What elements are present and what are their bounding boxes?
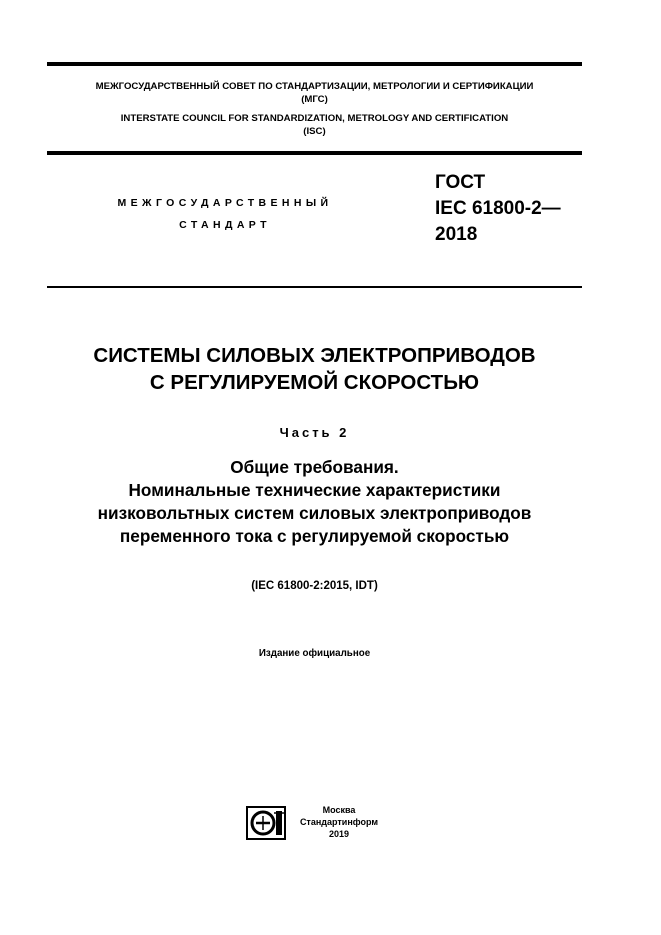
bottom-rule [47, 286, 582, 288]
edition-label: Издание официальное [258, 648, 371, 659]
title-line1: СИСТЕМЫ СИЛОВЫХ ЭЛЕКТРОПРИВОДОВ [93, 344, 536, 367]
subtitle-line3: низковольтных систем силовых электроприводов [97, 503, 532, 523]
council-en-name: INTERSTATE COUNCIL FOR STANDARDIZATION, METROLOGY AND CERTIFICATION [120, 113, 509, 124]
council-ru-name: МЕЖГОСУДАРСТВЕННЫЙ СОВЕТ ПО СТАНДАРТИЗАЦИИ, МЕТРОЛОГИИ И СЕРТИФИКАЦИИ [95, 81, 534, 92]
gost-year: 2018 [435, 224, 478, 245]
council-ru-block [47, 81, 582, 106]
standartinform-logo-icon [246, 806, 286, 840]
interstate-label-line2: СТАНДАРТ [179, 219, 271, 231]
council-en-abbr: (ISC) [303, 125, 326, 137]
council-ru-abbr: (МГС) [301, 93, 328, 105]
council-en-block [47, 113, 582, 138]
interstate-label-line1: МЕЖГОСУДАРСТВЕННЫЙ [117, 197, 333, 209]
gost-number: IEC 61800-2— [435, 198, 561, 219]
publisher-city: Москва [322, 805, 356, 815]
document-title [47, 342, 582, 396]
part-label: Часть 2 [279, 425, 350, 440]
top-rule [47, 62, 582, 66]
subtitle-line2: Номинальные технические характеристики [128, 480, 501, 500]
interstate-standard-label [90, 192, 360, 236]
publisher-block [294, 804, 384, 840]
middle-rule [47, 151, 582, 155]
publisher-year: 2019 [328, 829, 350, 839]
subtitle-line1: Общие требования. [230, 457, 399, 477]
iec-reference: (IEC 61800-2:2015, IDT) [251, 580, 378, 592]
subtitle-line4: переменного тока с регулируемой скоростью [119, 526, 510, 546]
publisher-name: Стандартинформ [299, 817, 379, 827]
title-line2: С РЕГУЛИРУЕМОЙ СКОРОСТЬЮ [149, 371, 480, 394]
gost-designation [435, 170, 561, 248]
part-subtitle [47, 456, 582, 548]
gost-word: ГОСТ [435, 172, 486, 193]
